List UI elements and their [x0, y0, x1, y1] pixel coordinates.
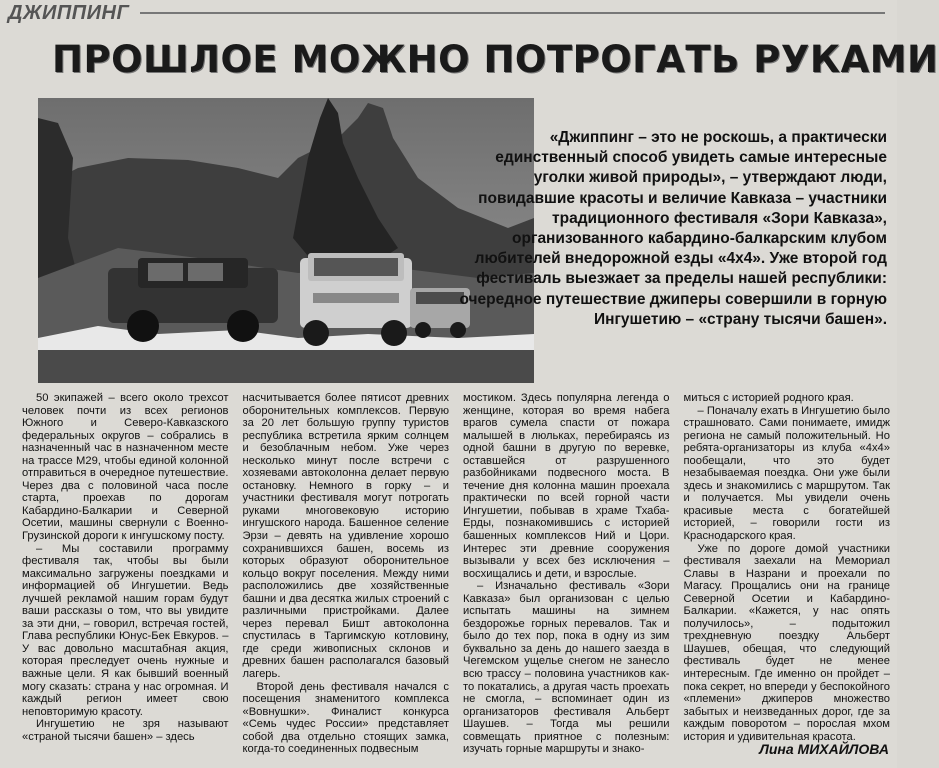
- column-3: [463, 392, 670, 756]
- paragraph: 50 экипажей – всего около трехсот человек почти из всех регионов Южного и Северо-Кавказского федеральных округов – собрались в назначенный час в назначенном месте на трассе М29, чтобы единой колонной отправиться в очередное путешествие. Через два с половиной часа после старта, проехав по дорогам Кабардино-Балкарии и Северной Осетии, машины свернули с Военно-Грузинской дороги к ингушскому посту.: [22, 392, 229, 543]
- paragraph: – Поначалу ехать в Ингушетию было страшновато. Сами понимаете, имидж региона не самый положительный. Но ребята-организаторы из клуба «4х4» пообещали, что это будет незабываемая поездка. Они уже были здесь и знакомились с маршрутом. Так и получается. Мы увидели очень красивые места с богатейшей историей, – говорили гости из Краснодарского края.: [683, 404, 890, 543]
- lead-text: «Джиппинг – это не роскошь, а практически единственный способ увидеть самые интересные уголки живой природы», – утверждают люди, повидавшие красоты и величие Кавказа – участники традиционного фестиваля «Зори Кавказа», организованного кабардино-балкарским клубом любителей внедорожной езды «4х4». Уже второй год фестиваль выезжает за пределы нашей республики: очередное путешествие джиперы совершили в горную Ингушетию – «страну тысячи башен».: [459, 129, 887, 328]
- paragraph: Ингушетию не зря называют «страной тысячи башен» – здесь: [22, 718, 229, 743]
- lead-paragraph: [455, 128, 887, 330]
- column-2: [242, 392, 450, 756]
- paragraph: Второй день фестиваля начался с посещения знаменитого комплекса «Вовнушки». Финалист конкурса «Семь чудес России» представляет собой два отдельно стоящих замка, когда-то соединенных подвесным: [242, 680, 449, 756]
- column-4: [684, 392, 891, 744]
- author-byline: Лина МИХАЙЛОВА: [759, 741, 889, 757]
- column-1: [22, 392, 229, 744]
- paragraph: – Мы составили программу фестиваля так, чтобы вы были максимально загружены поездками и информацией об Ингушетии. Ведь лучшей рекламой нашим горам будут ваши рассказы о том, что вы увидите за эти дни, – говорил, встречая гостей, Глава республики Юнус-Бек Евкуров. – У вас довольно масштабная акция, которая преследует очень нужные и важные цели. Я как бывший военный могу сказать: страна у нас огромная. И каждый регион имеет свою неповторимую красоту.: [22, 542, 229, 718]
- paragraph: мостиком. Здесь популярна легенда о женщине, которая во время набега врагов сумела спасти от пожара малышей в люльках, перебираясь из одной башни в другую по веревке, оставшейся от разрушенного разбойниками подвесного моста. В течение дня колонна машин проехала практически по всей горной части Ингушетии, побывав в храме Тхаба-Ерды, познакомившись с историей башенных комплексов Ний и Цори. Интерес эти древние сооружения вызывали у всех без исключения – восхищались и дети, и взрослые.: [463, 392, 670, 580]
- paragraph: насчитывается более пятисот древних оборонительных комплексов. Первую за 20 лет большую группу туристов республика встретила ярким солнцем и безоблачным небом. Уже через несколько минут после встречи с хозяевами автоколонна делает первую остановку. Немного в горку – и участники фестиваля могут потрогать руками многовековую историю ингушского народа. Башенное селение Эрзи – девять на удивление хорошо сохранившихся башен, восемь из которых образуют оборонительное кольцо вокруг поселения. Между ними расположились две хозяйственные башни и два десятка жилых строений с различными пристройками. Далее через перевал Бишт автоколонна спустилась в Таргимскую котловину, где среди живописных склонов и древних башен располагался базовый лагерь.: [242, 392, 449, 681]
- paragraph: – Изначально фестиваль «Зори Кавказа» был организован с целью испытать машины на зимнем бездорожье горных перевалов. Так и было до тех пор, пока в одну из зим буквально за день до нашего заезда в Чегемском ущелье снегом не занесло всю трассу – половина участников как-то покатались, а другая часть проехать не смогла, – вспоминает один из организаторов фестиваля Альберт Шаушев. – Тогда мы решили совмещать приятное с полезным: изучать горные маршруты и знако-: [463, 580, 670, 756]
- paragraph: Уже по дороге домой участники фестиваля заехали на Мемориал Славы в Назрани и проехали по Магасу. Прощались они на границе Северной Осетии и Кабардино-Балкарии. «Кажется, у нас опять получилось», – подытожил трехдневную поездку Альберт Шаушев, обещая, что следующий фестиваль будет не менее интересным. Где именно он пройдет – пока секрет, но впереди у беспокойного «племени» джиперов множество забытых и неизведанных дорог, где за каждым поворотом – порослая мхом история и удивительная красота.: [683, 542, 890, 743]
- section-label: ДЖИППИНГ: [8, 2, 130, 24]
- headline: ПРОШЛОЕ МОЖНО ПОТРОГАТЬ РУКАМИ: [52, 38, 939, 81]
- section-divider: [140, 12, 885, 14]
- paragraph: миться с историей родного края.: [683, 392, 854, 404]
